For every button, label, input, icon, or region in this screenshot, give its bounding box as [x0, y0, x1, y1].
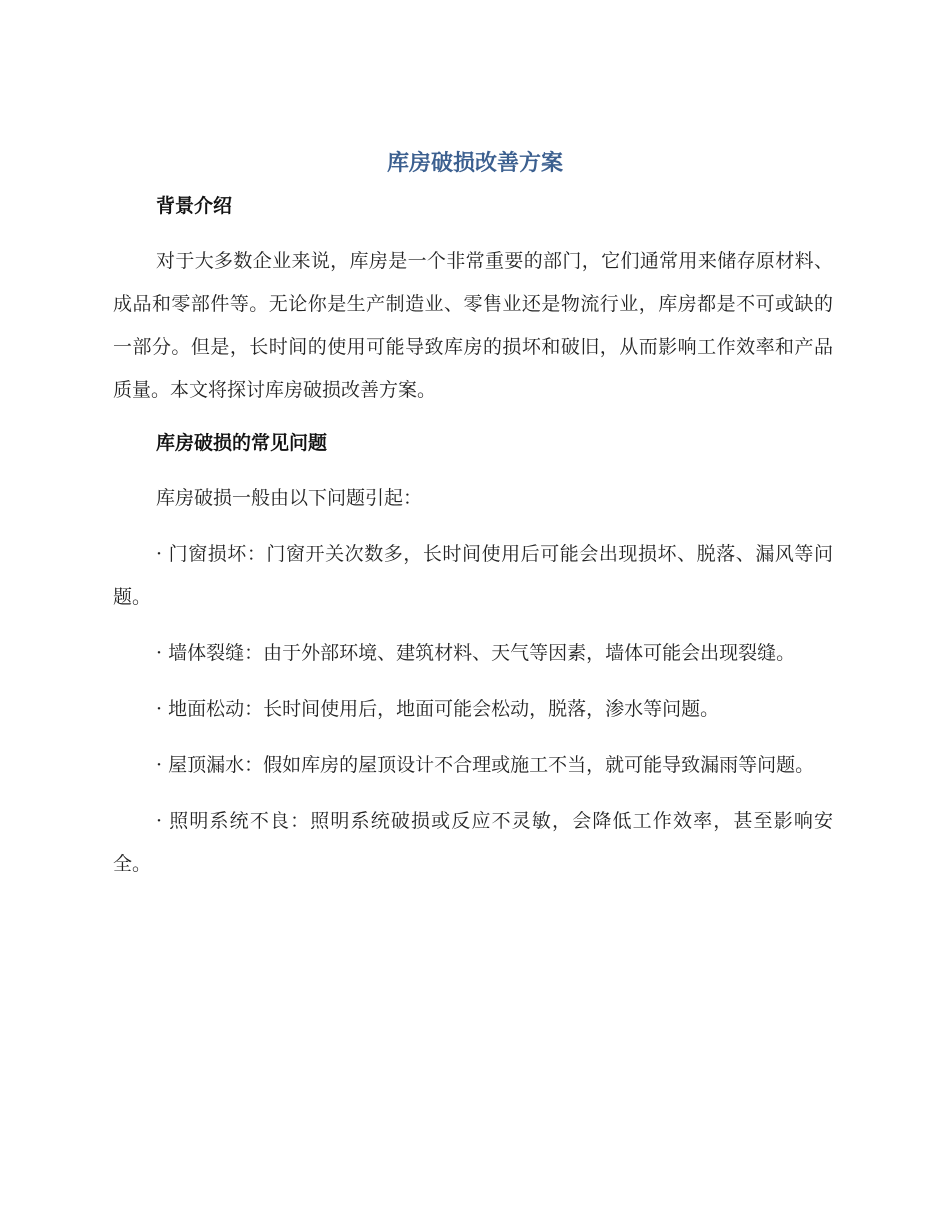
document-title: 库房破损改善方案 [386, 151, 563, 176]
document-body [113, 190, 833, 886]
problems-intro-paragraph: 库房破损一般由以下问题引起： [156, 487, 423, 509]
bullet-item-roof-leak: · 屋顶漏水：假如库房的屋顶设计不合理或施工不当，就可能导致漏雨等问题。 [156, 754, 815, 776]
section-heading-common-problems: 库房破损的常见问题 [156, 432, 328, 454]
bullet-item-floor-loosening: · 地面松动：长时间使用后，地面可能会松动，脱落，渗水等问题。 [156, 698, 720, 720]
bullet-item-doors-windows: · 门窗损坏：门窗开关次数多，长时间使用后可能会出现损坏、脱落、漏风等问题。 [113, 543, 833, 608]
bullet-item-wall-cracks: · 墙体裂缝：由于外部环境、建筑材料、天气等因素，墙体可能会出现裂缝。 [156, 642, 796, 664]
section-heading-background: 背景介绍 [156, 195, 233, 217]
background-paragraph: 对于大多数企业来说，库房是一个非常重要的部门，它们通常用来储存原材料、成品和零部件等。无论你是生产制造业、零售业还是物流行业，库房都是不可或缺的一部分。但是，长时间的使用可能导致库房的损坏和破旧，从而影响工作效率和产品质量。本文将探讨库房破损改善方案。 [113, 250, 833, 401]
bullet-item-lighting: · 照明系统不良：照明系统破损或反应不灵敏，会降低工作效率，甚至影响安全。 [113, 810, 833, 875]
